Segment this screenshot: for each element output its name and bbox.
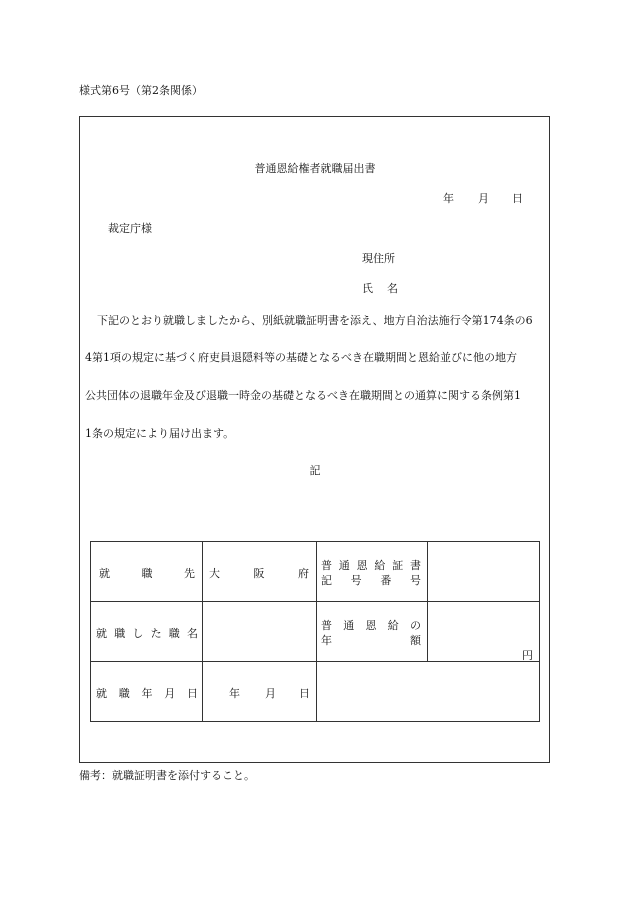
name-label-second: 名 xyxy=(387,282,398,295)
body-line-1: 下記のとおり就職しましたから、別紙就職証明書を添え、地方自治法施行令第174条の6 xyxy=(97,314,533,327)
table-line xyxy=(90,541,540,542)
pension-amount-label-2-first: 年 xyxy=(321,634,332,647)
employment-date-month: 月 xyxy=(265,687,276,700)
name-label xyxy=(362,280,398,296)
date-year-label: 年 xyxy=(443,192,454,205)
table-line xyxy=(539,541,540,722)
body-line-3: 公共団体の退職年金及び退職一時金の基礎となるべき在職期間との通算に関する条例第1 xyxy=(85,389,521,402)
pension-cert-label-1-text: 普 通 恩 給 証 書 xyxy=(321,559,421,572)
employer-label xyxy=(99,565,195,581)
employer-value xyxy=(209,565,309,581)
employment-table xyxy=(90,541,540,722)
employment-date-day: 日 xyxy=(299,687,310,700)
table-line xyxy=(90,541,91,722)
date-month-label: 月 xyxy=(478,192,489,205)
body-line-4: 1条の規定により届け出ます。 xyxy=(85,427,235,440)
pension-amount-label-2-second: 額 xyxy=(410,634,421,647)
pension-cert-label-2 xyxy=(321,572,421,588)
date-day-label: 日 xyxy=(512,192,523,205)
table-line xyxy=(90,601,540,602)
ki-heading: 記 xyxy=(309,464,321,477)
addressee: 裁定庁様 xyxy=(108,222,152,235)
table-line xyxy=(90,661,540,662)
employer-value-text: 大 阪 府 xyxy=(209,567,309,580)
position-label xyxy=(96,625,198,641)
employment-date-label-text: 就 職 年 月 日 xyxy=(96,687,198,700)
position-label-text: 就 職 し た 職 名 xyxy=(96,627,198,640)
position-input[interactable] xyxy=(205,605,313,659)
employment-date-year: 年 xyxy=(229,687,240,700)
body-line-2: 4第1項の規定に基づく府吏員退隠料等の基礎となるべき在職期間と恩給並びに他の地方 xyxy=(85,351,517,364)
pension-cert-label-2-text: 記 号 番 号 xyxy=(321,574,421,587)
pension-amount-label-1 xyxy=(321,617,421,633)
pension-cert-number-input[interactable] xyxy=(430,545,536,599)
address-label: 現住所 xyxy=(362,252,395,265)
employer-label-text: 就 職 先 xyxy=(99,567,195,580)
employment-date-notes-input[interactable] xyxy=(319,665,537,719)
table-line xyxy=(316,541,317,722)
form-number-label: 様式第6号（第2条関係） xyxy=(79,84,203,97)
employment-date-label xyxy=(96,685,198,701)
pension-cert-label-1 xyxy=(321,557,421,573)
name-label-first: 氏 xyxy=(362,282,373,295)
remark: 備考：就職証明書を添付すること。 xyxy=(79,769,255,782)
document-title: 普通恩給権者就職届出書 xyxy=(254,162,376,175)
pension-amount-input[interactable] xyxy=(430,605,536,659)
pension-amount-label-1-text: 普 通 恩 給 の xyxy=(321,619,421,632)
table-line xyxy=(202,541,203,722)
pension-amount-label-2 xyxy=(321,632,421,648)
table-line xyxy=(427,541,428,662)
table-line xyxy=(90,721,540,722)
pension-amount-unit: 円 xyxy=(522,649,533,662)
